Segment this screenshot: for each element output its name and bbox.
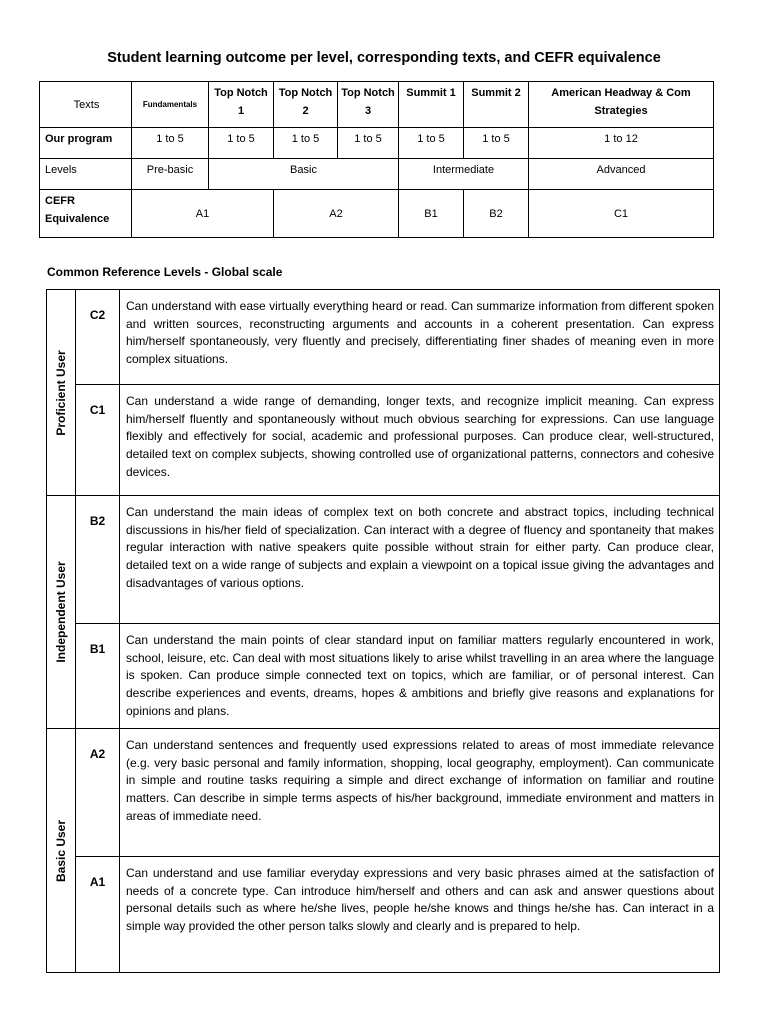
cell-american-headway: American Headway & Com Strategies [529, 82, 714, 128]
level-code: A2 [76, 729, 120, 857]
level-description: Can understand the main points of clear standard input on familiar matters regularly encountered in work, school, leisure, etc. Can deal with most situations likely to arise whilst travelling in an area where the language is spoken. Can produce simple connected text on topics, which are familiar, or of personal interest. Can describe experiences and events, dreams, hopes & ambitions and briefly give reasons and explanations for opinions and plans. [120, 624, 720, 729]
section-subtitle: Common Reference Levels - Global scale [47, 265, 283, 279]
level-code: C1 [76, 385, 120, 496]
level-description: Can understand and use familiar everyday expressions and very basic phrases aimed at the satisfaction of needs of a concrete type. Can introduce him/herself and others and can ask and answer questions about personal details such as where he/she lives, people he/she knows and things he/she has. Can interact in a simple way provided the other person talks slowly and clearly and is prepared to help. [120, 857, 720, 973]
table-cell: 1 to 12 [529, 128, 714, 159]
cell-summit-1: Summit 1 [399, 82, 464, 128]
level-code: B2 [76, 496, 120, 624]
row-label-levels: Levels [40, 159, 132, 190]
group-label: Basic User [54, 819, 68, 882]
table-cell: Intermediate [399, 159, 529, 190]
table-cell: 1 to 5 [338, 128, 399, 159]
table-cell: B2 [464, 190, 529, 238]
row-label-cefr: CEFR Equivalence [40, 190, 132, 238]
level-code: C2 [76, 290, 120, 385]
page-title: Student learning outcome per level, corresponding texts, and CEFR equivalence [107, 50, 661, 66]
level-description: Can understand with ease virtually everything heard or read. Can summarize information from different spoken and written sources, reconstructing arguments and accounts in a coherent presentation. Can express him/herself spontaneously, very fluently and precisely, differentiating finer shades of meaning even in more complex situations. [120, 290, 720, 385]
level-description: Can understand sentences and frequently used expressions related to areas of most immediate relevance (e.g. very basic personal and family information, shopping, local geography, employment). Can communicate in simple and routine tasks requiring a simple and direct exchange of information on familiar and routine matters. Can describe in simple terms aspects of his/her background, immediate environment and matters in areas of immediate need. [120, 729, 720, 857]
cell-top-notch-3: Top Notch 3 [338, 82, 399, 128]
table-row [47, 385, 720, 496]
table-cell: 1 to 5 [399, 128, 464, 159]
table-row-program [40, 128, 714, 159]
group-label: Proficient User [54, 349, 68, 436]
cell-top-notch-2: Top Notch 2 [274, 82, 338, 128]
table-row [47, 496, 720, 624]
table-cell: A2 [274, 190, 399, 238]
table-cell: Advanced [529, 159, 714, 190]
table-cell: 1 to 5 [209, 128, 274, 159]
group-independent-user [47, 496, 76, 729]
level-description: Can understand the main ideas of complex text on both concrete and abstract topics, including technical discussions in his/her field of specialization. Can interact with a degree of fluency and spontaneity that makes regular interaction with native speakers quite possible without strain for either party. Can produce clear, detailed text on a wide range of subjects and explain a viewpoint on a topical issue giving the advantages and disadvantages of various options. [120, 496, 720, 624]
table-cell: 1 to 5 [464, 128, 529, 159]
global-scale-table [46, 289, 720, 973]
level-description: Can understand a wide range of demanding, longer texts, and recognize implicit meaning. Can express him/herself fluently and spontaneously without much obvious searching for expressions. Can use language flexibly and effectively for social, academic and professional purposes. Can produce clear, well-structured, detailed text on complex subjects, showing controlled use of organizational patterns, connectors and cohesive devices. [120, 385, 720, 496]
table-cell: 1 to 5 [274, 128, 338, 159]
table-row [47, 290, 720, 385]
cell-top-notch-1: Top Notch 1 [209, 82, 274, 128]
group-basic-user [47, 729, 76, 973]
group-label: Independent User [54, 561, 68, 663]
table-cell: C1 [529, 190, 714, 238]
row-label-texts: Texts [40, 82, 132, 128]
group-proficient-user [47, 290, 76, 496]
table-row [47, 624, 720, 729]
table-row-cefr [40, 190, 714, 238]
level-code: A1 [76, 857, 120, 973]
table-row-texts [40, 82, 714, 128]
table-row [47, 729, 720, 857]
table-cell: Basic [209, 159, 399, 190]
level-code: B1 [76, 624, 120, 729]
cell-fundamentals: Fundamentals [132, 82, 209, 128]
table-row [47, 857, 720, 973]
table-cell: 1 to 5 [132, 128, 209, 159]
table-cell: A1 [132, 190, 274, 238]
table-row-levels [40, 159, 714, 190]
cell-summit-2: Summit 2 [464, 82, 529, 128]
row-label-program: Our program [40, 128, 132, 159]
texts-level-table [39, 81, 714, 238]
table-cell: Pre-basic [132, 159, 209, 190]
table-cell: B1 [399, 190, 464, 238]
